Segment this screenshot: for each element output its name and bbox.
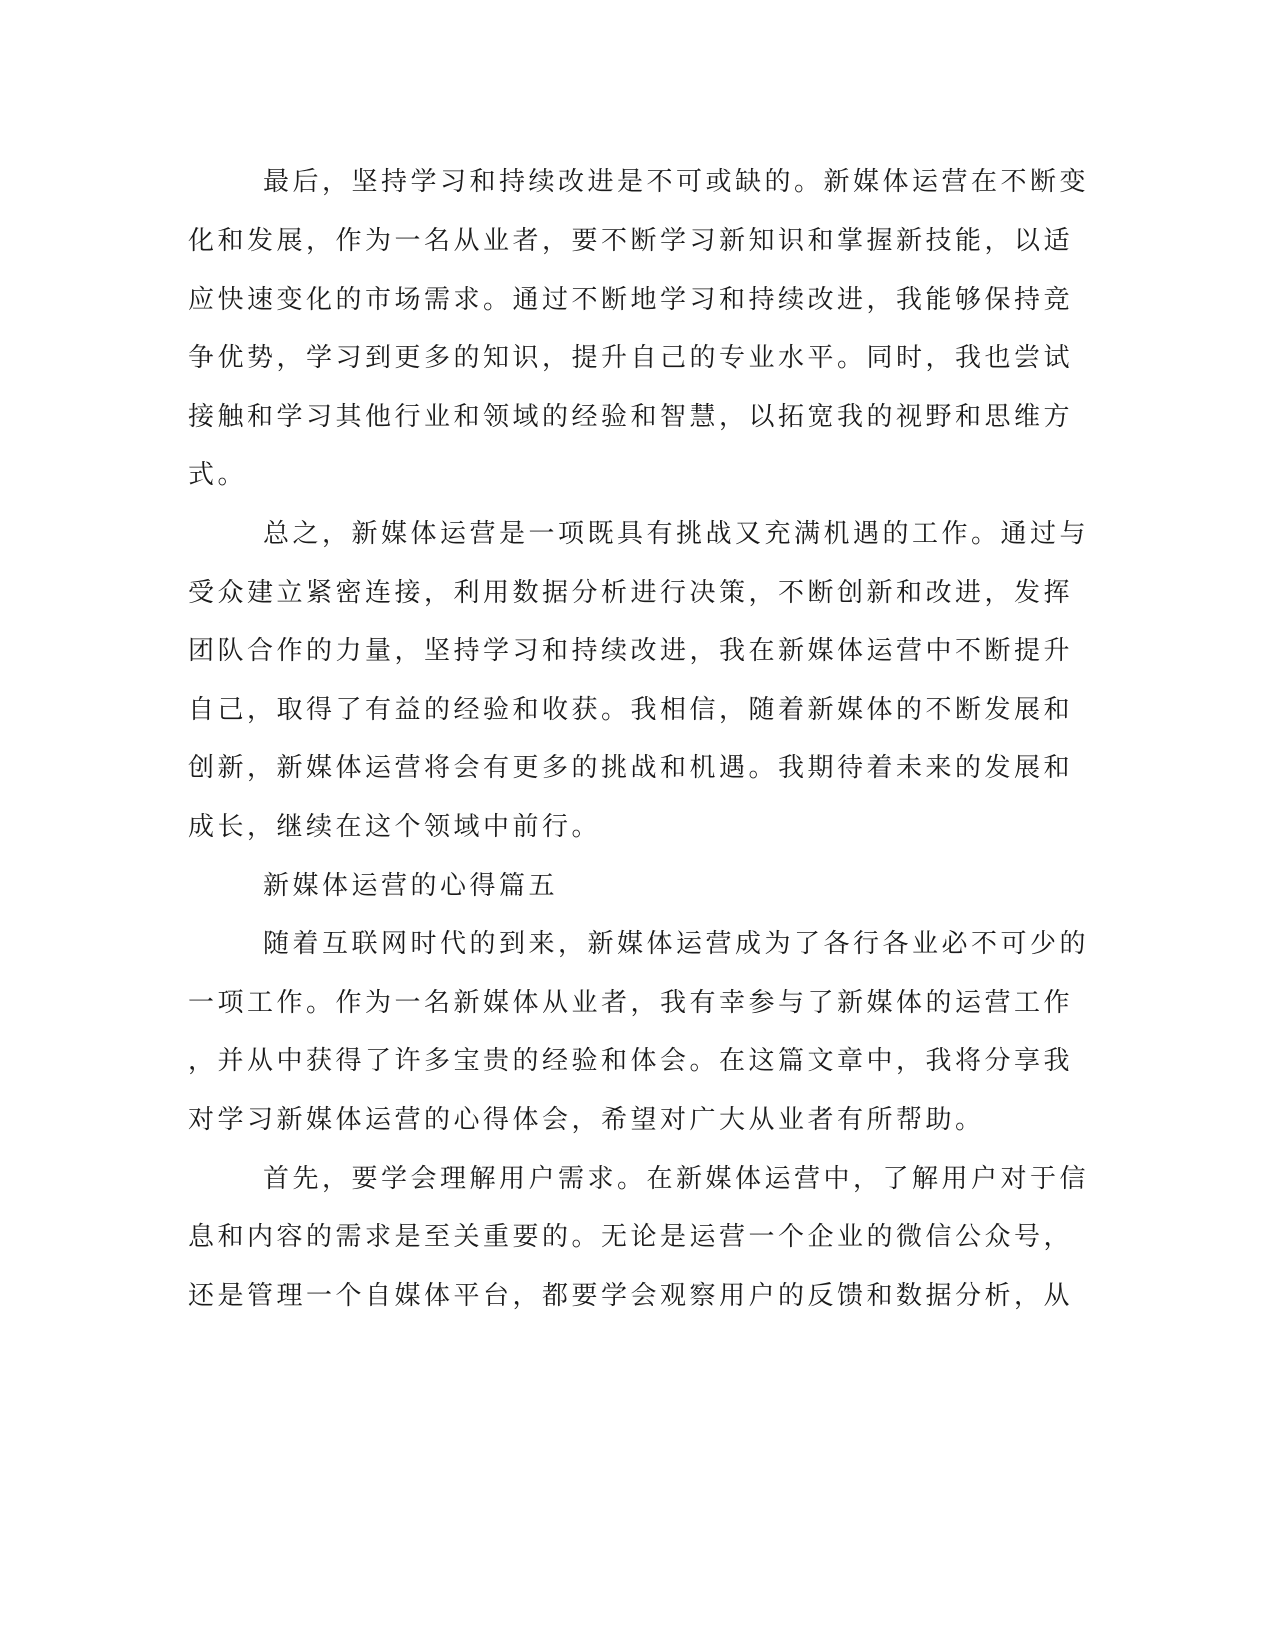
- paragraph-line: 受众建立紧密连接，利用数据分析进行决策，不断创新和改进，发挥: [188, 578, 1074, 608]
- paragraph-line: 随着互联网时代的到来，新媒体运营成为了各行各业必不可少的: [263, 929, 1090, 959]
- paragraph-line: 对学习新媒体运营的心得体会，希望对广大从业者有所帮助。: [188, 1105, 985, 1135]
- paragraph-line: 创新，新媒体运营将会有更多的挑战和机遇。我期待着未来的发展和: [188, 753, 1074, 783]
- paragraph-line: 应快速变化的市场需求。通过不断地学习和持续改进，我能够保持竞: [188, 285, 1074, 315]
- paragraph-line: 自己，取得了有益的经验和收获。我相信，随着新媒体的不断发展和: [188, 695, 1074, 725]
- paragraph-line: 接触和学习其他行业和领域的经验和智慧，以拓宽我的视野和思维方: [188, 402, 1074, 432]
- paragraph-line: 息和内容的需求是至关重要的。无论是运营一个企业的微信公众号，: [188, 1222, 1074, 1252]
- paragraph-line: ，并从中获得了许多宝贵的经验和体会。在这篇文章中，我将分享我: [188, 1046, 1074, 1076]
- paragraph-line: 争优势，学习到更多的知识，提升自己的专业水平。同时，我也尝试: [188, 343, 1074, 373]
- paragraph-line: 一项工作。作为一名新媒体从业者，我有幸参与了新媒体的运营工作: [188, 988, 1074, 1018]
- paragraph-line: 团队合作的力量，坚持学习和持续改进，我在新媒体运营中不断提升: [188, 636, 1074, 666]
- paragraph-line: 总之，新媒体运营是一项既具有挑战又充满机遇的工作。通过与: [263, 519, 1090, 549]
- paragraph-line: 式。: [188, 460, 248, 490]
- paragraph-line: 还是管理一个自媒体平台，都要学会观察用户的反馈和数据分析，从: [188, 1281, 1074, 1311]
- paragraph-line: 首先，要学会理解用户需求。在新媒体运营中，了解用户对于信: [263, 1164, 1090, 1194]
- paragraph-line: 最后，坚持学习和持续改进是不可或缺的。新媒体运营在不断变: [263, 167, 1090, 197]
- section-heading: 新媒体运营的心得篇五: [263, 871, 559, 901]
- paragraph-line: 化和发展，作为一名从业者，要不断学习新知识和掌握新技能，以适: [188, 226, 1074, 256]
- paragraph-line: 成长，继续在这个领域中前行。: [188, 812, 602, 842]
